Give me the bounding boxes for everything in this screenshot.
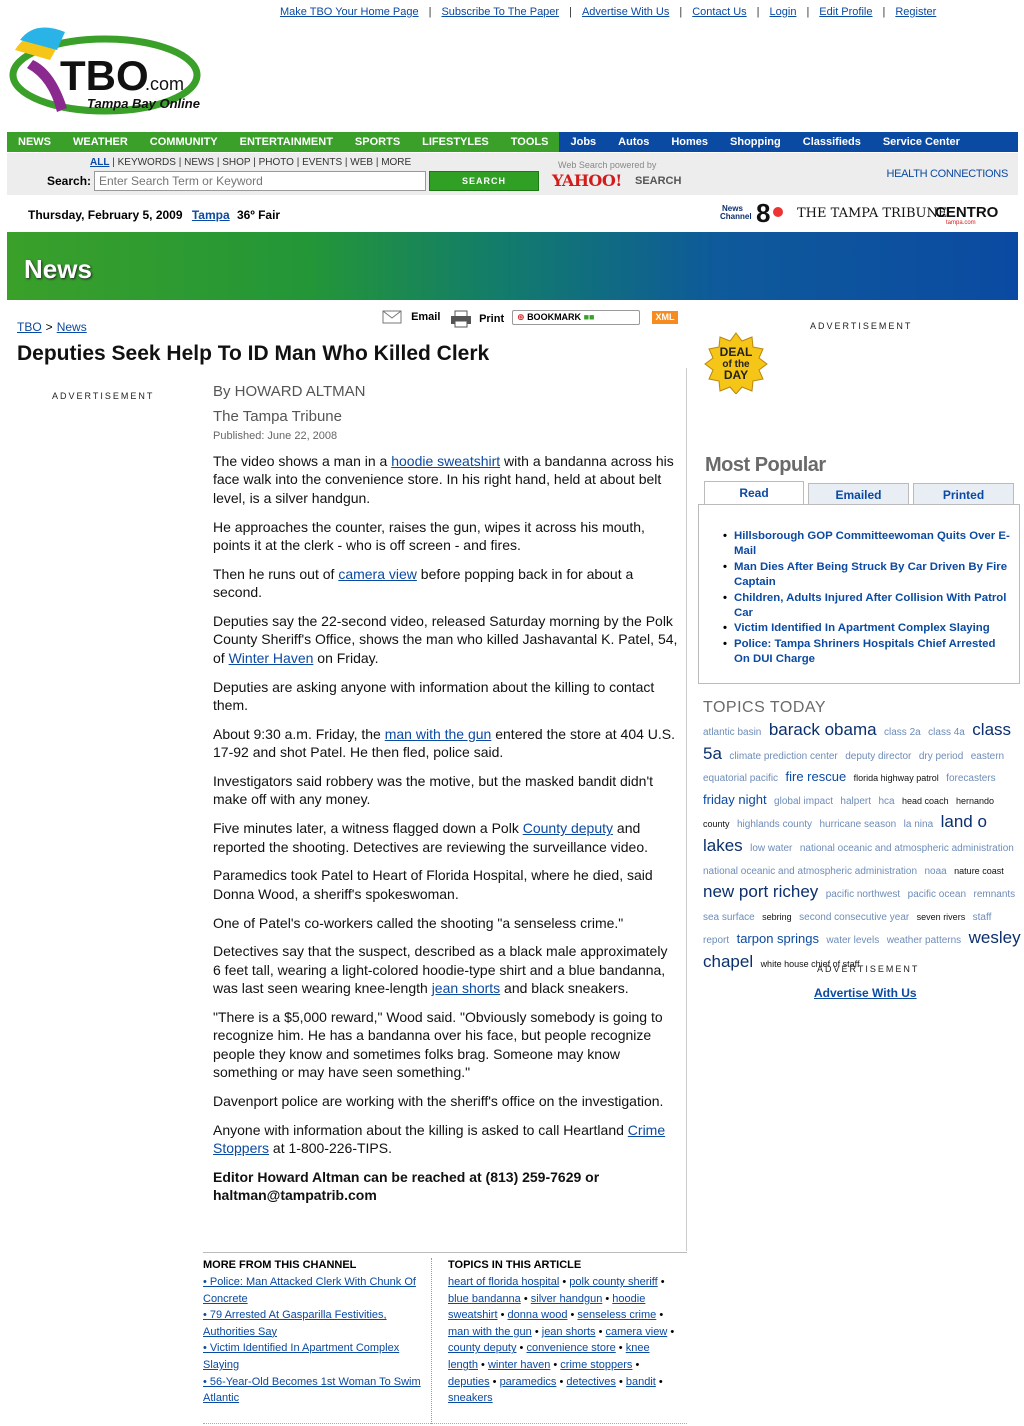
tab-printed[interactable]: Printed — [913, 483, 1014, 505]
logo-text: TBO — [60, 52, 149, 99]
more-from-channel-item[interactable]: • 56-Year-Old Becomes 1st Woman To Swim Atlantic — [203, 1375, 421, 1405]
article-paragraph: Detectives say that the suspect, described as a black male approximately 6 feet tall, wearing a light-colored hoodie-type shirt and a blue bandanna, was last seen wearing knee-length jean shorts and black sneakers. — [213, 943, 668, 997]
nav-item-shopping[interactable]: Shopping — [730, 136, 781, 148]
topic-bullet: • — [567, 1309, 578, 1322]
article-paragraph: Investigators said robbery was the motive, but the masked bandit didn't make off with any money. — [213, 773, 654, 808]
current-date: Thursday, February 5, 2009 — [28, 208, 183, 222]
topic-bullet: • — [615, 1342, 626, 1355]
article-topic-link[interactable]: bandit — [625, 1375, 656, 1388]
article-topic-link[interactable]: donna wood — [507, 1309, 568, 1322]
search-label: Search: — [47, 174, 92, 188]
page-title: Deputies Seek Help To ID Man Who Killed Clerk — [17, 342, 490, 365]
inline-topic-link[interactable]: Winter Haven — [228, 649, 314, 666]
top-link-separator: | — [679, 6, 683, 18]
topic-tag[interactable]: white house chief of staff — [760, 958, 860, 969]
deal-starburst-icon — [704, 332, 768, 394]
topic-bullet: • — [489, 1375, 500, 1388]
deal-of-the-day-badge[interactable] — [704, 332, 768, 394]
article-paragraph: Five minutes later, a witness flagged down a Polk County deputy and reported the shooting. Detectives are reviewing the surveillance video. — [213, 820, 649, 855]
related-boxes-separator — [431, 1258, 432, 1424]
top-link-separator: | — [756, 6, 760, 18]
topic-tag[interactable]: new port richey — [703, 882, 819, 902]
topic-tag[interactable]: climate prediction center — [729, 750, 838, 762]
topic-tag[interactable]: hernando county — [703, 795, 995, 830]
search-categories — [90, 157, 411, 168]
article-byline: By HOWARD ALTMAN — [213, 383, 366, 400]
most-popular-title: Most Popular — [705, 454, 826, 476]
more-from-channel-title: MORE FROM THIS CHANNEL — [203, 1259, 357, 1271]
more-from-channel — [203, 1259, 428, 1407]
breadcrumb — [17, 320, 87, 334]
nav-item-autos[interactable]: Autos — [618, 136, 650, 148]
bookmark-plus-icon: ⊕ — [517, 312, 525, 322]
tampa-tribune-logo[interactable] — [797, 206, 947, 221]
social-icons: ■■ — [583, 312, 595, 322]
article-paragraph: The video shows a man in a hoodie sweatshirt with a bandanna across his face walk into the convenience store. In his right hand, held at about belt level, is a silver handgun. — [213, 453, 674, 506]
article-topic-link[interactable]: convenience store — [526, 1342, 616, 1355]
nav-item-tools[interactable]: TOOLS — [510, 136, 549, 148]
topic-bullet: • — [602, 1292, 613, 1305]
article-topic-link[interactable]: deputies — [448, 1375, 490, 1388]
print-label: Print — [479, 312, 505, 325]
bookmark-button[interactable] — [512, 310, 640, 325]
topic-tag[interactable]: sea surface — [703, 911, 755, 923]
nav-item-service-center[interactable]: Service Center — [882, 136, 960, 148]
yahoo-search-logo — [552, 160, 692, 192]
topic-bullet: • — [550, 1358, 561, 1371]
top-link[interactable]: Advertise With Us — [581, 6, 670, 18]
topic-tag[interactable]: eastern equatorial pacific — [703, 750, 1005, 785]
nav-item-sports[interactable]: SPORTS — [354, 136, 401, 148]
article-body — [213, 383, 678, 1215]
topic-tag[interactable]: class 4a — [928, 727, 965, 738]
topic-tag[interactable]: hca — [878, 795, 895, 807]
inline-topic-link[interactable]: man with the gun — [384, 725, 492, 742]
nav-item-classifieds[interactable]: Classifieds — [802, 136, 861, 148]
inline-topic-link[interactable]: jean shorts — [431, 980, 501, 997]
topic-tag[interactable]: pacific northwest — [825, 889, 901, 901]
article-topic-link[interactable]: polk county sheriff — [569, 1276, 658, 1288]
topic-tag[interactable]: nature coast — [954, 865, 1004, 876]
search-bar — [7, 153, 1018, 195]
article-paragraph: One of Patel's co-workers called the shooting "a senseless crime." — [213, 914, 624, 931]
topic-bullet: • — [559, 1276, 570, 1288]
top-link-separator: | — [806, 6, 810, 18]
search-button[interactable]: SEARCH — [429, 171, 539, 191]
topic-bullet: • — [657, 1276, 665, 1288]
most-popular-item[interactable]: • Victim Identified In Apartment Complex Slaying — [723, 621, 1013, 636]
search-category-all[interactable]: ALL — [90, 157, 110, 168]
xml-feed-button[interactable]: XML — [652, 311, 678, 324]
weather-reading: 36º Fair — [237, 208, 281, 222]
most-popular-list — [698, 504, 1020, 684]
article-paragraph: Then he runs out of camera view before popping back in for about a second. — [213, 565, 634, 601]
city-link[interactable]: Tampa — [191, 208, 230, 222]
email-icon — [382, 310, 402, 324]
topics-today-title: TOPICS TODAY — [703, 699, 827, 716]
topics-in-article — [448, 1259, 678, 1407]
article-topic-link[interactable]: blue bandanna — [448, 1292, 521, 1305]
advertise-with-us-link[interactable]: Advertise With Us — [814, 986, 917, 1000]
topic-tag[interactable]: low water — [750, 842, 793, 854]
column-divider — [686, 368, 687, 1251]
article-topic-link[interactable]: man with the gun — [448, 1325, 532, 1338]
topic-tag[interactable]: deputy director — [845, 750, 912, 762]
topic-tag[interactable]: national oceanic and atmospheric administration — [703, 865, 918, 877]
article-topic-link[interactable]: heart of florida hospital — [448, 1276, 560, 1288]
tribune-wordmark: THE TAMPA TRIBUNE — [797, 206, 948, 221]
nav-item-community[interactable]: COMMUNITY — [149, 136, 218, 148]
top-links-bar — [280, 6, 936, 18]
search-category-list[interactable]: | KEYWORDS | NEWS | SHOP | PHOTO | EVENTS | WEB | MORE — [112, 157, 412, 168]
topic-tag[interactable]: hurricane season — [819, 819, 897, 831]
nav-item-homes[interactable]: Homes — [671, 136, 709, 148]
svg-text:News: News — [722, 204, 743, 213]
breadcrumb-home[interactable]: TBO — [17, 320, 42, 334]
article-paragraph: About 9:30 a.m. Friday, the man with the gun entered the store at 404 U.S. 17-92 and shot Patel. He then fled, police said. — [213, 725, 676, 761]
topic-tag[interactable]: water levels — [826, 935, 880, 947]
topic-tag[interactable]: second consecutive year — [799, 911, 910, 923]
topic-bullet: • — [667, 1325, 675, 1338]
topic-tag[interactable]: global impact — [774, 795, 833, 807]
logo-tagline: Tampa Bay Online — [87, 96, 200, 111]
article-paragraph: Paramedics took Patel to Heart of Florida Hospital, where he died, said Donna Wood, a sheriff's spokeswoman. — [213, 867, 653, 902]
most-popular-item[interactable]: • Police: Tampa Shriners Hospitals Chief Arrested On DUI Charge — [723, 637, 1013, 668]
topic-tag[interactable]: tarpon springs — [736, 931, 819, 947]
news-channel-8-logo[interactable] — [720, 198, 783, 226]
top-link-separator: | — [428, 6, 432, 18]
top-link-separator: | — [569, 6, 572, 18]
topic-tag[interactable]: barack obama — [768, 720, 877, 739]
svg-text:tampa.com: tampa.com — [946, 220, 976, 226]
health-connections-link[interactable]: HEALTH CONNECTIONS — [886, 168, 1008, 180]
article-paragraph: Davenport police are working with the sheriff's office on the investigation. — [213, 1093, 664, 1110]
topic-bullet: • — [655, 1375, 663, 1388]
section-banner-title: News — [24, 254, 92, 284]
related-boxes — [203, 1252, 687, 1424]
svg-text:8: 8 — [756, 198, 771, 226]
email-label: Email — [411, 310, 441, 323]
topics-tag-cloud — [703, 720, 1021, 975]
most-popular-item[interactable]: • Hillsborough GOP Committeewoman Quits Over E-Mail — [723, 529, 1013, 560]
topic-tag[interactable]: la nina — [903, 819, 934, 831]
search-input[interactable] — [94, 171, 426, 191]
topic-bullet: • — [497, 1309, 508, 1322]
article-topic-link[interactable]: county deputy — [448, 1342, 517, 1355]
topic-bullet: • — [516, 1342, 527, 1355]
article-topic-link[interactable]: detectives — [566, 1375, 616, 1388]
more-from-channel-item[interactable]: • Police: Man Attacked Clerk With Chunk Of Concrete — [203, 1276, 416, 1305]
topic-tag[interactable]: atlantic basin — [703, 727, 762, 738]
topic-tag[interactable]: halpert — [840, 795, 871, 807]
topic-bullet: • — [556, 1375, 567, 1388]
topic-tag[interactable]: weather patterns — [886, 935, 962, 947]
topic-tag[interactable]: national oceanic and atmospheric administration — [799, 842, 1014, 854]
article-topic-link[interactable]: silver handgun — [530, 1292, 603, 1305]
article-paragraph: Anyone with information about the killing is asked to call Heartland Crime Stoppers at 1-800-226-TIPS. — [213, 1121, 666, 1157]
nav-item-weather[interactable]: WEATHER — [73, 136, 128, 148]
inline-topic-link[interactable]: County deputy — [522, 820, 614, 837]
topic-tag[interactable]: forecasters — [946, 773, 996, 785]
tab-read[interactable]: Read — [704, 481, 804, 505]
topics-in-article-title: TOPICS IN THIS ARTICLE — [448, 1259, 582, 1271]
breadcrumb-separator: > — [45, 320, 53, 334]
topic-tag[interactable]: pacific ocean — [907, 889, 967, 901]
topic-tag[interactable]: class 5a — [703, 720, 1012, 763]
article-paragraph: Deputies say the 22-second video, released Saturday morning by the Polk County Sheriff's Office, shows the man who killed Jashavantal K. Patel, 54, of Winter Haven on Friday. — [213, 613, 678, 666]
deal-line2: of the — [722, 359, 750, 370]
powered-by-text: Web Search powered by — [558, 160, 657, 170]
article-topic-link[interactable]: crime stoppers — [560, 1358, 633, 1371]
topic-tag[interactable]: friday night — [703, 791, 767, 807]
article-published-date: Published: June 22, 2008 — [213, 430, 338, 442]
inline-topic-link[interactable]: hoodie sweatshirt — [391, 453, 501, 469]
topic-tag[interactable]: noaa — [924, 865, 947, 877]
article-topic-link[interactable]: jean shorts — [541, 1325, 596, 1338]
inline-topic-link[interactable]: Crime Stoppers — [213, 1121, 666, 1157]
most-popular-item[interactable]: • Man Dies After Being Struck By Car Driven By Fire Captain — [723, 560, 1013, 591]
article-paragraphs — [213, 452, 678, 1158]
nav-services — [559, 132, 1018, 152]
nav-sections — [7, 132, 559, 152]
logo-suffix: .com — [145, 74, 185, 94]
topic-tag[interactable]: wesley chapel — [703, 928, 1021, 971]
topic-bullet: • — [531, 1325, 542, 1338]
article-topic-link[interactable]: camera view — [605, 1325, 668, 1338]
top-link[interactable]: Make TBO Your Home Page — [280, 6, 419, 18]
svg-text:Channel: Channel — [720, 212, 752, 221]
tbo-logo-graphic — [5, 20, 205, 120]
date-weather-row — [28, 208, 280, 222]
topic-bullet: • — [477, 1358, 488, 1371]
top-link-separator: | — [882, 6, 886, 18]
article-paragraph: "There is a $5,000 reward," Wood said. "Obviously somebody is going to recognize him. He has a bandanna over his face, but people recognize people they know and sometimes folks brag. Someone may know something or may have seen something." — [213, 1009, 663, 1081]
more-from-channel-item[interactable]: • Victim Identified In Apartment Complex Slaying — [203, 1342, 400, 1371]
topic-tag[interactable]: sebring — [762, 911, 792, 922]
tbo-logo[interactable] — [5, 20, 205, 120]
topic-bullet: • — [656, 1309, 664, 1322]
nav-item-jobs[interactable]: Jobs — [570, 136, 597, 148]
article-topic-link[interactable]: paramedics — [499, 1375, 557, 1388]
article-topic-link[interactable]: hoodie sweatshirt — [448, 1292, 646, 1322]
topic-tag[interactable]: seven rivers — [916, 911, 966, 922]
top-link[interactable]: Register — [895, 6, 937, 18]
article-topic-link[interactable]: knee length — [448, 1342, 650, 1371]
section-banner — [7, 232, 1018, 300]
advertisement-label-left: ADVERTISEMENT — [52, 391, 155, 401]
topic-bullet: • — [615, 1375, 626, 1388]
nav-item-lifestyles[interactable]: LIFESTYLES — [422, 136, 489, 148]
bookmark-label: BOOKMARK — [527, 312, 582, 322]
main-nav — [7, 132, 1018, 152]
most-popular-item[interactable]: • Children, Adults Injured After Collision With Patrol Car — [723, 591, 1013, 622]
article-topic-link[interactable]: winter haven — [487, 1358, 551, 1371]
topic-bullet: • — [520, 1292, 531, 1305]
yahoo-wordmark: YAHOO! — [552, 171, 622, 190]
centro-logo[interactable] — [935, 204, 999, 226]
top-link[interactable]: Login — [769, 6, 797, 18]
yahoo-search-word: SEARCH — [635, 175, 682, 187]
most-popular-tabs — [698, 481, 1020, 505]
topic-tag[interactable]: head coach — [902, 795, 949, 806]
print-tool[interactable] — [450, 310, 504, 328]
print-icon — [450, 310, 472, 328]
nav-item-news[interactable]: NEWS — [18, 136, 51, 148]
deal-line3: DAY — [723, 368, 749, 382]
breadcrumb-section[interactable]: News — [56, 320, 87, 334]
topic-tag[interactable]: dry period — [918, 750, 964, 762]
topic-tag[interactable]: land o lakes — [703, 812, 987, 855]
topic-tag[interactable]: remnants — [973, 889, 1016, 901]
top-link[interactable]: Subscribe To The Paper — [441, 6, 560, 18]
topic-tag[interactable]: staff report — [703, 911, 992, 947]
topic-tag[interactable]: florida highway patrol — [853, 773, 939, 784]
top-link[interactable]: Edit Profile — [819, 6, 873, 18]
deal-line1: DEAL — [719, 345, 753, 359]
inline-topic-link[interactable]: camera view — [338, 565, 417, 582]
advertisement-label-right: ADVERTISEMENT — [810, 321, 913, 331]
article-topic-link[interactable]: senseless crime — [577, 1309, 657, 1322]
partner-logos — [720, 198, 1010, 226]
article-contact: Editor Howard Altman can be reached at (813) 259-7629 or haltman@tampatrib.com — [213, 1169, 600, 1204]
topic-bullet: • — [632, 1358, 640, 1371]
article-topic-link[interactable]: sneakers — [448, 1392, 493, 1405]
topic-tag[interactable]: fire rescue — [785, 769, 847, 785]
tab-emailed[interactable]: Emailed — [808, 483, 909, 505]
centro-wordmark: CENTRO — [935, 204, 999, 221]
topic-bullet: • — [595, 1325, 606, 1338]
email-tool[interactable] — [382, 310, 440, 324]
topic-tag[interactable]: highlands county — [736, 819, 813, 831]
topic-tag[interactable]: class 2a — [884, 727, 921, 738]
article-source: The Tampa Tribune — [213, 408, 342, 425]
article-paragraph: He approaches the counter, raises the gun, wipes it across his mouth, points it at the clerk - who is off screen - and fires. — [213, 518, 645, 554]
more-from-channel-item[interactable]: • 79 Arrested At Gasparilla Festivities, Authorities Say — [203, 1309, 387, 1338]
nav-item-entertainment[interactable]: ENTERTAINMENT — [239, 136, 333, 148]
advertisement-label-right-2: ADVERTISEMENT — [817, 964, 920, 974]
article-paragraph: Deputies are asking anyone with information about the killing to contact them. — [213, 678, 655, 714]
top-link[interactable]: Contact Us — [692, 6, 747, 18]
